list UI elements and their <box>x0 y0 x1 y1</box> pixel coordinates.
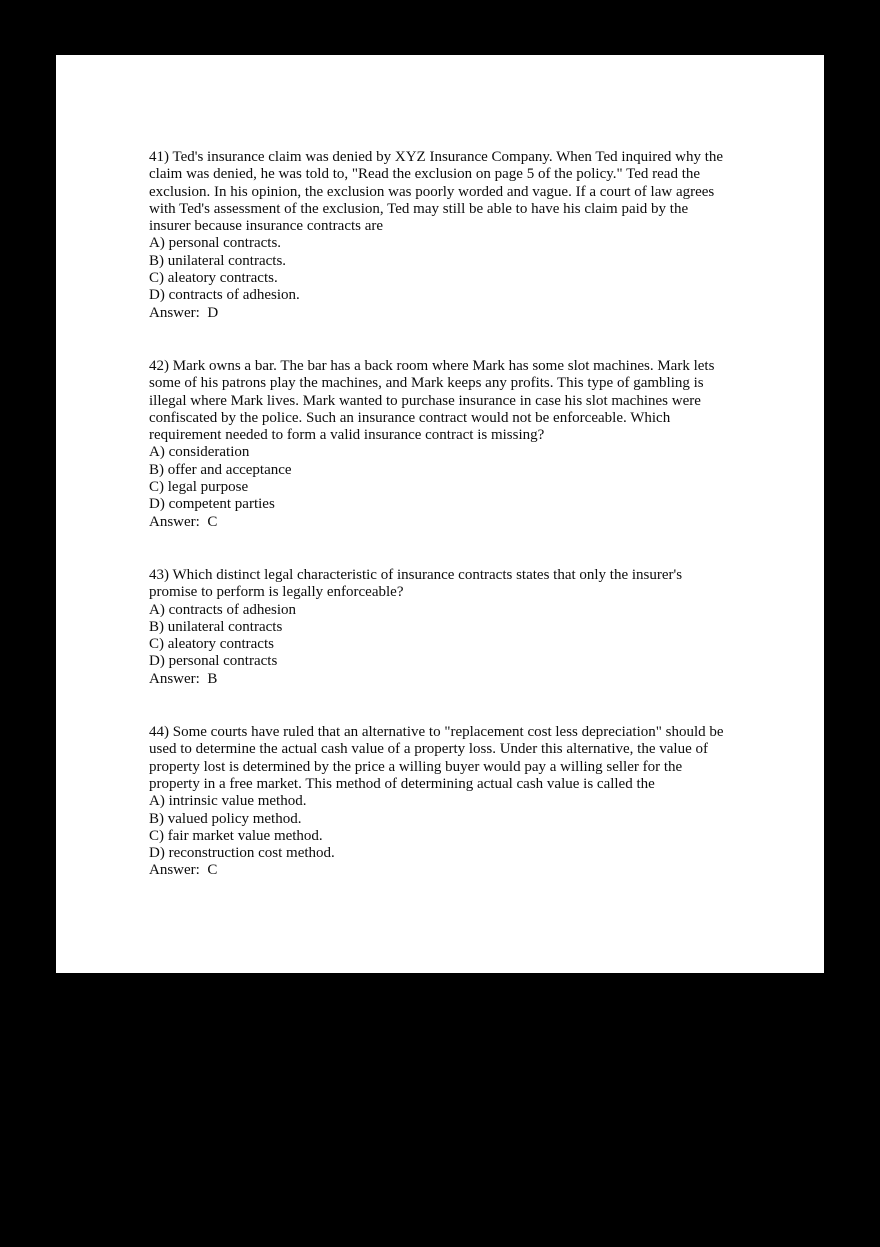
answer-option: B) unilateral contracts. <box>149 252 287 269</box>
answer-option: A) personal contracts. <box>149 235 282 252</box>
question-block-41 <box>149 149 731 322</box>
question-block-43 <box>149 567 731 688</box>
question-stem: 44) Some courts have ruled that an alternative to "replacement cost less depreciation" should be used to determine the actual cash value of a property loss. Under this alternative, the value of property lost is determined by the price a willing buyer would pay a willing seller for the property in a free market. This method of determining actual cash value is called the <box>149 724 724 792</box>
answer-option: D) competent parties <box>149 496 275 513</box>
question-block-42 <box>149 358 731 531</box>
answer-option: C) legal purpose <box>149 479 249 496</box>
answer-option: B) unilateral contracts <box>149 618 283 635</box>
questions-list <box>149 149 731 916</box>
question-stem: 42) Mark owns a bar. The bar has a back room where Mark has some slot machines. Mark lets some of his patrons play the machines, and Mark keeps any profits. This type of gambling is illegal where Mark lives. Mark wanted to purchase insurance in case his slot machines were confiscated by the police. Such an insurance contract would not be enforceable. Which requirement needed to form a valid insurance contract is missing? <box>149 357 715 444</box>
question-stem: 43) Which distinct legal characteristic of insurance contracts states that only the insurer's promise to perform is legally enforceable? <box>149 566 683 601</box>
question-stem: 41) Ted's insurance claim was denied by XYZ Insurance Company. When Ted inquired why the claim was denied, he was told to, "Read the exclusion on page 5 of the policy." Ted read the exclusion. In his opinion, the exclusion was poorly worded and vague. If a court of law agrees with Ted's assessment of the exclusion, Ted may still be able to have his claim paid by the insurer because insurance contracts are <box>149 149 724 235</box>
answer-option: B) offer and acceptance <box>149 461 292 478</box>
answer-option: B) valued policy method. <box>149 810 302 827</box>
answer-option: A) consideration <box>149 444 250 461</box>
answer-line: Answer: B <box>149 670 218 687</box>
answer-option: A) contracts of adhesion <box>149 601 297 618</box>
answer-option: D) contracts of adhesion. <box>149 287 300 304</box>
answer-option: C) aleatory contracts. <box>149 270 278 287</box>
answer-line: Answer: D <box>149 304 219 321</box>
answer-option: C) fair market value method. <box>149 827 323 844</box>
answer-option: D) reconstruction cost method. <box>149 845 335 862</box>
answer-line: Answer: C <box>149 513 218 530</box>
answer-option: C) aleatory contracts <box>149 636 274 653</box>
question-block-44 <box>149 724 731 880</box>
answer-option: D) personal contracts <box>149 653 278 670</box>
answer-option: A) intrinsic value method. <box>149 793 307 810</box>
answer-line: Answer: C <box>149 862 218 879</box>
document-page <box>56 55 824 973</box>
